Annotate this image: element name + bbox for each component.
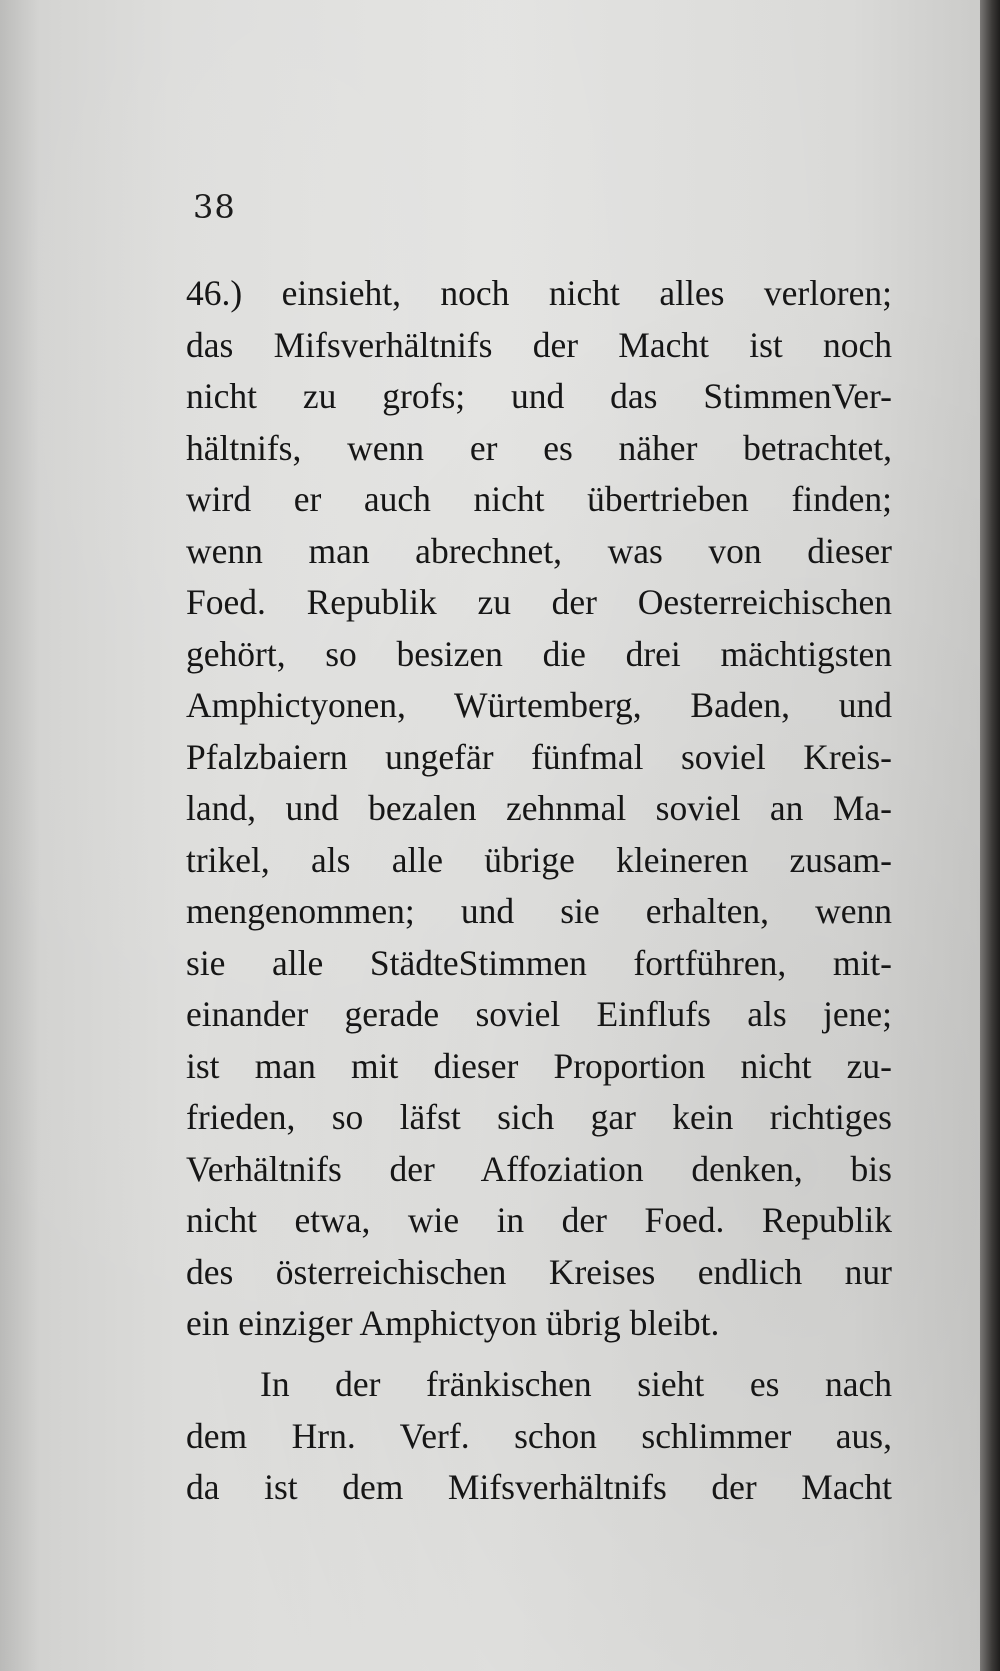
text-line: dem Hrn. Verf. schon schlimmer aus, <box>186 1415 892 1456</box>
text-line: des österreichischen Kreises endlich nur <box>186 1251 892 1292</box>
paragraph-2 <box>186 1359 892 1514</box>
paragraph-1 <box>186 268 892 1350</box>
text-line: frieden, so läfst sich gar kein richtiges <box>186 1097 892 1137</box>
text-line: Pfalzbaiern ungefär fünfmal soviel Kreis- <box>186 736 892 777</box>
text-line: nicht zu grofs; und das StimmenVer- <box>186 376 892 416</box>
text-line: hältnifs, wenn er es näher betrachtet, <box>186 427 892 468</box>
page-edge <box>980 0 1000 1671</box>
text-line: wenn man abrechnet, was von dieser <box>186 530 892 571</box>
text-line: da ist dem Mifsverhältnifs der Macht <box>186 1467 892 1507</box>
text-line: mengenommen; und sie erhalten, wenn <box>186 891 892 931</box>
text-line: 46.) einsieht, noch nicht alles verloren; <box>186 273 892 313</box>
text-line: ein einziger Amphictyon übrig bleibt. <box>186 1303 720 1343</box>
text-line: wird er auch nicht übertrieben finden; <box>186 479 892 519</box>
text-line: Foed. Republik zu der Oesterreichischen <box>186 582 892 622</box>
text-line: sie alle StädteStimmen fortführen, mit- <box>186 942 892 983</box>
text-line: ist man mit dieser Proportion nicht zu- <box>186 1045 892 1086</box>
text-line: trikel, als alle übrige kleineren zusam- <box>186 839 892 880</box>
text-line: Verhältnifs der Affoziation denken, bis <box>186 1148 892 1189</box>
text-line: land, und bezalen zehnmal soviel an Ma- <box>186 788 892 828</box>
text-line: Amphictyonen, Würtemberg, Baden, und <box>186 685 892 725</box>
text-line: gehört, so besizen die drei mächtigsten <box>186 633 892 674</box>
text-line: einander gerade soviel Einflufs als jene; <box>186 994 892 1034</box>
text-line: In der fränkischen sieht es nach <box>260 1364 892 1404</box>
gutter-shadow <box>0 0 40 1671</box>
page-number: 38 <box>193 188 236 226</box>
text-line: nicht etwa, wie in der Foed. Republik <box>186 1200 892 1240</box>
text-line: das Mifsverhältnifs der Macht ist noch <box>186 324 892 365</box>
